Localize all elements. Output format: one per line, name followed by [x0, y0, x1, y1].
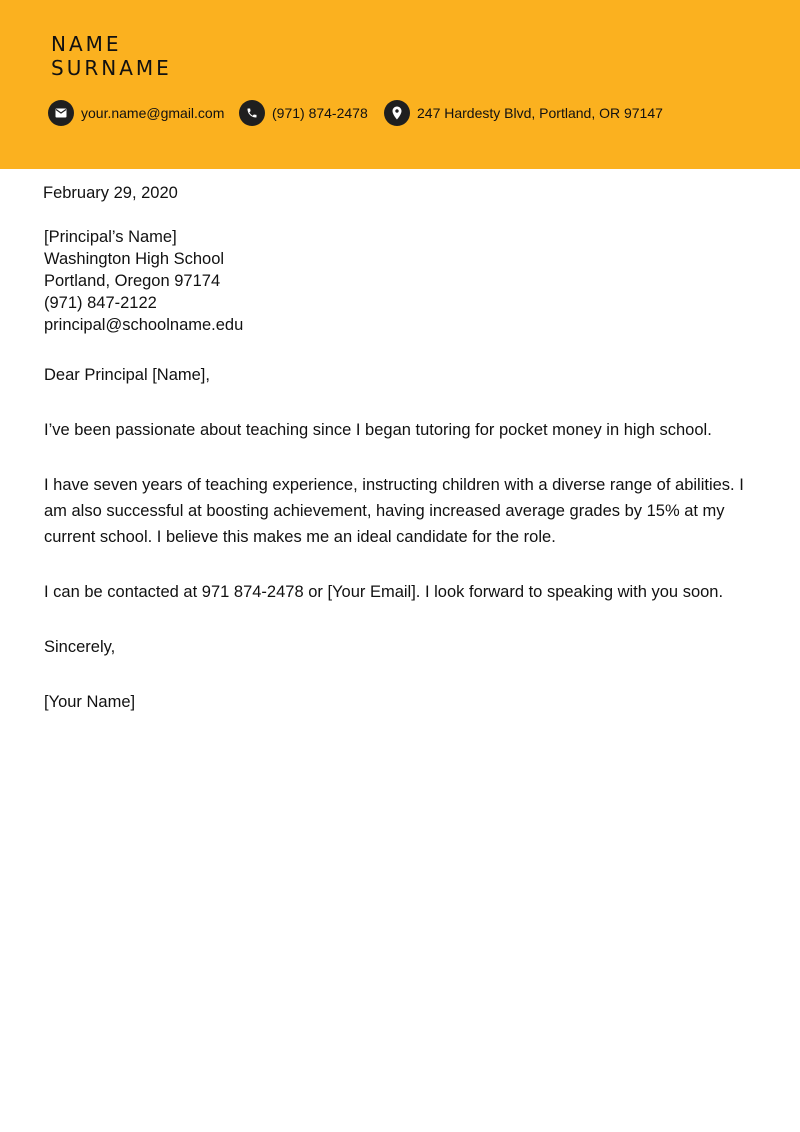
- contact-phone[interactable]: [239, 100, 368, 126]
- name-first: NAME: [51, 32, 122, 56]
- recipient-block: [44, 226, 243, 336]
- phone-icon: [239, 100, 265, 126]
- contact-phone-text[interactable]: (971) 874-2478: [272, 105, 368, 121]
- recipient-phone: (971) 847-2122: [44, 294, 157, 312]
- name-last: SURNAME: [51, 56, 172, 80]
- contact-address-text[interactable]: 247 Hardesty Blvd, Portland, OR 97147: [417, 105, 663, 121]
- recipient-email: principal@schoolname.edu: [44, 316, 244, 334]
- contact-email-text[interactable]: your.name@gmail.com: [81, 105, 225, 121]
- signature: [Your Name]: [44, 693, 136, 711]
- paragraph-1: I’ve been passionate about teaching since I began tutoring for pocket money in high school.: [44, 421, 712, 439]
- paragraph-2: I have seven years of teaching experience, instructing children with a diverse range of abilities. I am also successful at boosting achievement, having increased average grades by 15% at my current school. I believe this makes me an ideal candidate for the role.: [44, 476, 744, 546]
- contact-email[interactable]: [48, 100, 224, 126]
- location-pin-icon: [384, 100, 410, 126]
- recipient-city: Portland, Oregon 97174: [44, 272, 221, 290]
- header-banner: [0, 0, 800, 169]
- paragraph-3: I can be contacted at 971 874-2478 or [Your Email]. I look forward to speaking with you soon.: [44, 583, 724, 601]
- contact-address[interactable]: [384, 100, 663, 126]
- email-icon: [48, 100, 74, 126]
- recipient-school: Washington High School: [44, 250, 225, 268]
- recipient-name: [Principal’s Name]: [44, 228, 177, 246]
- letter-date: February 29, 2020: [43, 184, 178, 202]
- salutation: Dear Principal [Name],: [44, 366, 210, 384]
- closing: Sincerely,: [44, 638, 116, 656]
